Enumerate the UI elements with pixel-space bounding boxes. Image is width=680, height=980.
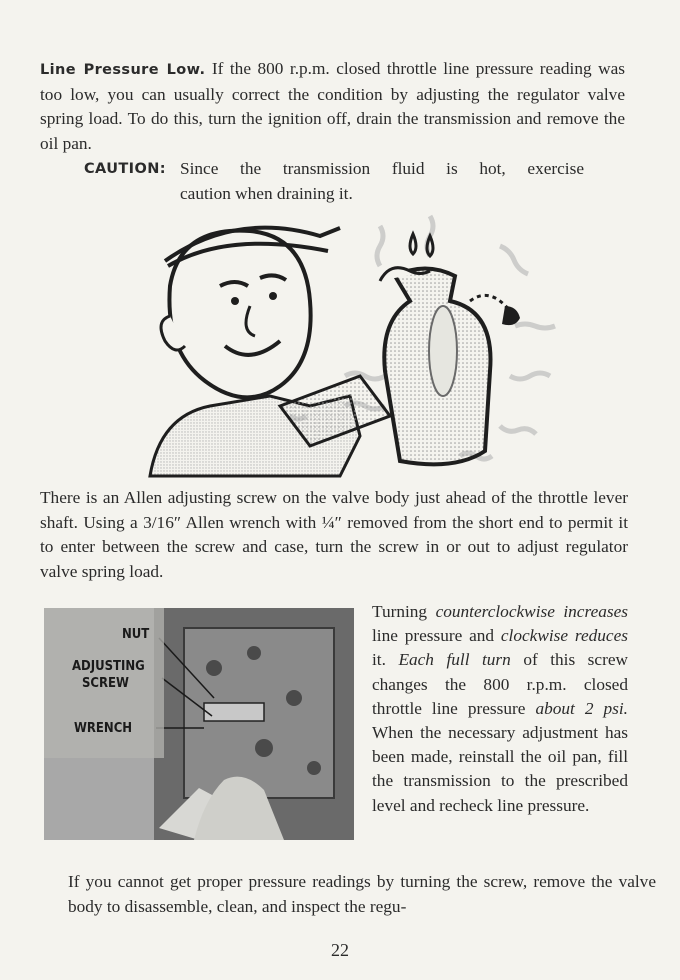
paragraph-valve-body: If you cannot get proper pressure readings by turning the screw, remove the valve body to disassemble, clean, and inspect the regu- xyxy=(68,872,656,916)
side-text-5: it. xyxy=(372,650,399,670)
label-screw: SCREW xyxy=(82,676,129,691)
valve-body-photo xyxy=(44,608,354,840)
caution-label: CAUTION: xyxy=(84,161,166,177)
side-text-4: clockwise reduces xyxy=(500,626,628,646)
side-text-1: Turning xyxy=(372,602,436,621)
caution-line-1: Since the transmission fluid is hot, exercise xyxy=(180,159,584,178)
hot-fluid-bottle xyxy=(380,268,520,465)
caution-line-2: caution when draining it. xyxy=(180,183,353,203)
adjustment-instructions xyxy=(372,600,628,818)
cartoon-illustration xyxy=(130,206,570,484)
mechanic-figure xyxy=(150,228,390,476)
label-adjusting: ADJUSTING xyxy=(72,659,145,674)
caution-note xyxy=(84,157,584,206)
paragraph-allen-screw: There is an Allen adjusting screw on the valve body just ahead of the throttle lever shaft. Using a 3/16″ Allen wrench with ¼″ removed from the short end to permit it to enter between the screw and case, turn the screw in or out to adjust regulator valve spring load. xyxy=(40,488,628,581)
side-text-8: about 2 psi. xyxy=(535,698,628,718)
runin-heading: Line Pressure Low. xyxy=(40,62,206,78)
side-text-7: of this screw changes the 800 r.p.m. closed throttle line pressure xyxy=(372,650,628,718)
page-number: 22 xyxy=(331,940,349,960)
paragraph1-text: If the 800 r.p.m. closed throttle line pressure reading was too low, you can usually correct the condition by adjusting the regulator valve spring load. To do this, turn the ignition off, drain the transmission and remove the oil pan. xyxy=(40,59,625,153)
side-text-6: Each full turn xyxy=(398,650,511,670)
label-wrench: WRENCH xyxy=(74,721,133,736)
side-text-3: line pressure and xyxy=(372,626,501,646)
label-nut: NUT xyxy=(122,627,150,642)
side-text-2: counterclockwise increases xyxy=(435,602,628,621)
side-text-9: When the necessary adjustment has been made, reinstall the oil pan, fill the transmission to the prescribed level and recheck line pressure. xyxy=(372,723,628,815)
paragraph-line-pressure-low xyxy=(40,57,625,156)
